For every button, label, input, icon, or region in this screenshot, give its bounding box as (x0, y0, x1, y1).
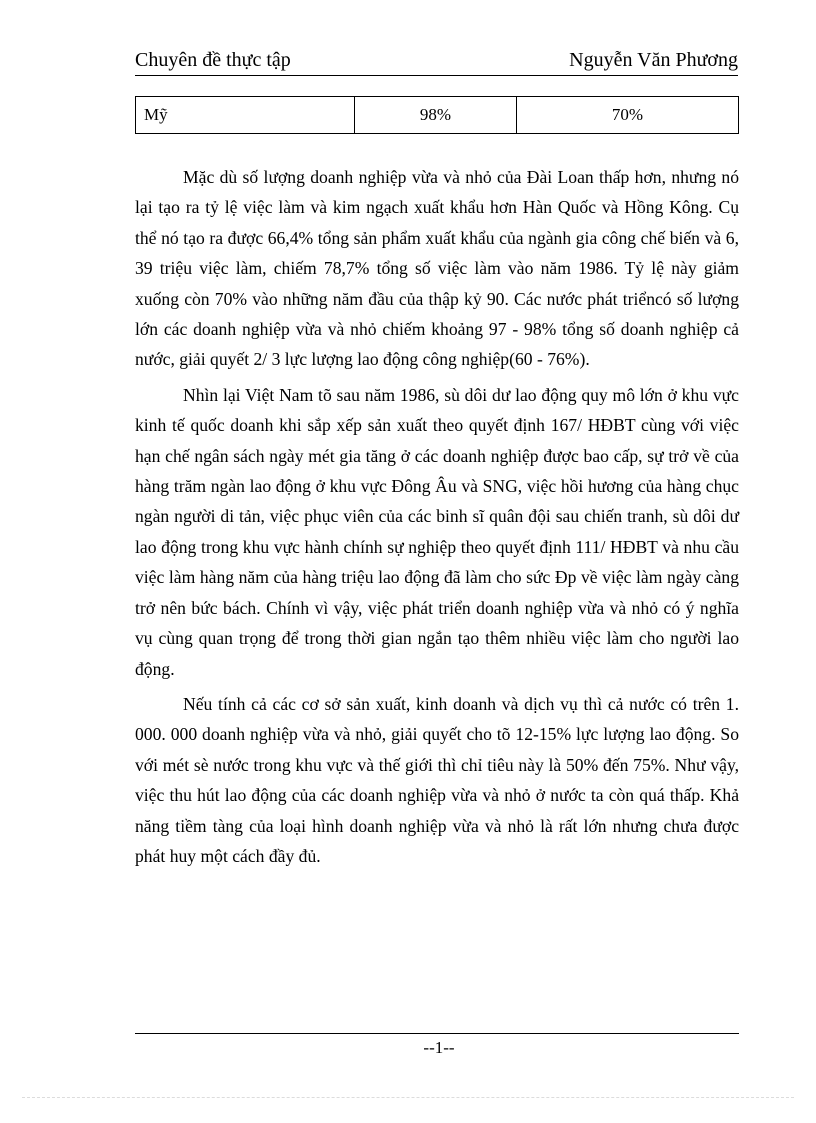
paragraph: Mặc dù số lượng doanh nghiệp vừa và nhỏ của Đài Loan thấp hơn, nhưng nó lại tạo ra tỷ lệ việc làm và kim ngạch xuất khẩu hơn Hàn Quốc và Hồng Kông. Cụ thể nó tạo ra được 66,4% tổng sản phẩm xuất khẩu của ngành gia công chế biến và 6, 39 triệu việc làm, chiếm 78,7% tổng số việc làm vào năm 1986. Tỷ lệ này giảm xuống còn 70% vào những năm đầu của thập kỷ 90. Các nước phát triểncó số lượng lớn các doanh nghiệp vừa và nhỏ chiếm khoảng 97 - 98% tổng số doanh nghiệp cả nước, giải quyết 2/ 3 lực lượng lao động công nghiệp(60 - 76%). (135, 167, 739, 370)
paragraph: Nếu tính cả các cơ sở sản xuất, kinh doanh và dịch vụ thì cả nước có trên 1. 000. 000 doanh nghiệp vừa và nhỏ, giải quyết cho tõ 12-15% lực lượng lao động. So với mét sè nước trong khu vực và thế giới thì chỉ tiêu này là 50% đến 75%. Như vậy, việc thu hút lao động của các doanh nghiệp vừa và nhỏ ở nước ta còn quá thấp. Khả năng tiềm tàng của loại hình doanh nghiệp vừa và nhỏ là rất lớn nhưng chưa được phát huy một cách đầy đủ. (135, 693, 739, 866)
paragraph: Nhìn lại Việt Nam tõ sau năm 1986, sù dôi dư lao động quy mô lớn ở khu vực kinh tế quốc doanh khi sắp xếp sản xuất theo quyết định 167/ HĐBT cùng với việc hạn chế ngân sách ngày mét gia tăng ở các doanh nghiệp được bao cấp, sự trở về của hàng trăm ngàn lao động ở khu vực Đông Âu và SNG, việc hồi hương của hàng chục ngàn người di tản, việc phục viên của các binh sĩ quân đội sau chiến tranh, sù dôi dư lao động trong khu vực hành chính sự nghiệp theo quyết định 111/ HĐBT và nhu cầu việc làm hàng năm của hàng triệu lao động đã làm cho sức Ðp về việc làm ngày càng trở nên bức bách. Chính vì vậy, việc phát triển doanh nghiệp vừa và nhỏ có ý nghĩa vụ cùng quan trọng để trong thời gian ngắn tạo thêm nhiều việc làm cho người lao động. (135, 384, 739, 679)
body-text (135, 162, 739, 876)
table-cell-country: Mỹ (136, 97, 355, 134)
footer-rule (135, 1033, 739, 1034)
data-table (135, 96, 739, 134)
table-row (136, 97, 739, 134)
table-cell-value-1: 98% (355, 97, 517, 134)
page-header (135, 46, 738, 76)
table-cell-value-2: 70% (517, 97, 739, 134)
page-boundary-line (22, 1097, 794, 1098)
header-title: Chuyên đề thực tập (135, 49, 291, 71)
header-author: Nguyễn Văn Phương (569, 49, 738, 71)
page-number: --1-- (423, 1038, 455, 1057)
